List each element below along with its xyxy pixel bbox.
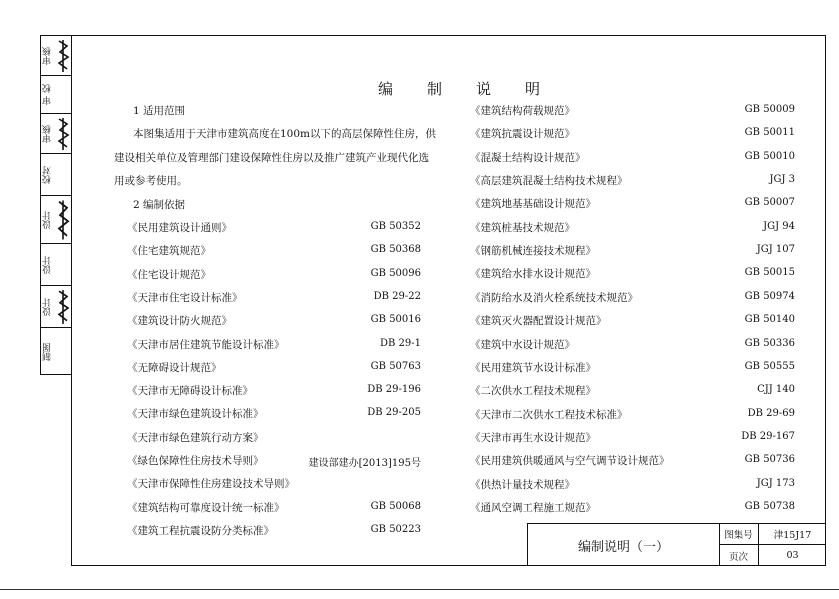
page-title [378,78,574,99]
reference-name: 《建筑桩基技术规范》 [470,221,575,234]
reference-name: 《天津市居住建筑节能设计标准》 [127,338,285,351]
title-char: 明 [525,80,541,98]
reference-name: 《建筑抗震设计规范》 [470,128,575,141]
sidebar-role-label: 设计 [43,256,53,274]
section-1-line: 本图集适用于天津市建筑高度在100m以下的高层保障性住房，供 [133,128,436,140]
reference-code: JGJ 107 [756,244,795,256]
sidebar-role-label: 制图 [43,343,53,361]
reference-name: 《无障碍设计规范》 [127,361,222,374]
reference-name: 《天津市二次供水工程技术标准》 [470,408,628,421]
sidebar-cell [41,244,71,286]
reference-code: GB 50009 [744,104,795,115]
reference-name: 《建筑中水设计规范》 [470,338,575,351]
reference-name: 《建筑给水排水设计规范》 [470,268,596,281]
reference-name: 《天津市绿色建筑行动方案》 [127,431,264,444]
title-char: 制 [427,80,443,98]
section-2-heading: 2 编制依据 [133,199,186,211]
reference-code: GB 50011 [744,127,795,139]
reference-name: 《住宅建筑规范》 [127,245,211,258]
signature-strip [40,35,71,375]
reference-name: 《二次供水工程技术规程》 [470,385,596,398]
reference-code: GB 50068 [370,500,421,512]
reference-code: GB 50096 [370,267,421,279]
reference-name: 《绿色保障性住房技术导则》 [127,455,264,467]
reference-name: 《建筑灭火器配置设计规范》 [470,315,607,328]
atlas-number-label: 图集号 [719,524,759,545]
section-1-heading: 1 适用范围 [133,105,186,117]
reference-code: GB 50016 [370,314,421,326]
sidebar-cell [41,154,71,196]
reference-code: GB 50336 [744,337,795,349]
reference-code: GB 50736 [744,454,795,466]
reference-code: GB 50738 [744,500,795,512]
reference-name: 《天津市保障性住房建设技术导则》 [127,478,295,491]
page-number-value: 03 [786,550,799,561]
reference-name: 《消防给水及消火栓系统技术规范》 [470,291,638,304]
reference-name: 《建筑结构可靠度设计统一标准》 [127,501,285,514]
reference-code: DB 29-167 [741,430,795,442]
handwritten-signature [56,198,70,242]
reference-name: 《建筑设计防火规范》 [127,315,232,328]
reference-name: 《民用建筑供暖通风与空气调节设计规范》 [470,455,670,468]
section-1-line: 建设相关单位及管理部门建设保障性住房以及推广建筑产业现代化选 [114,152,429,164]
reference-code: DB 29-205 [367,407,421,419]
reference-name: 《天津市无障碍设计标准》 [127,385,253,398]
reference-code: JGJ 94 [763,220,795,232]
title-char: 编 [378,80,394,98]
reference-code: JGJ 173 [756,477,795,489]
reference-code: GB 50763 [370,360,421,372]
sidebar-cell [41,114,71,154]
reference-code: 建设部建办[2013]195号 [308,458,421,469]
reference-code: GB 50974 [744,290,795,302]
reference-code: JGJ 3 [769,174,795,186]
sidebar-role-label: 设计 [43,298,53,316]
sidebar-cell [41,76,71,114]
reference-code: GB 50555 [744,360,795,372]
atlas-number-value: 津15J17 [759,524,826,545]
sidebar-cell [41,36,71,76]
reference-name: 《天津市住宅设计标准》 [127,291,243,304]
sidebar-role-label: 校对 [43,166,53,184]
reference-code: GB 50223 [370,523,421,535]
section-1-line: 用或参考使用。 [114,175,188,187]
sidebar-role-label: 审核 [43,125,53,143]
reference-code: DB 29-22 [373,290,421,302]
bottom-rule [0,589,839,590]
reference-name: 《建筑地基基础设计规范》 [470,198,596,211]
reference-code: CJJ 140 [757,384,795,396]
reference-name: 《钢筋机械连接技术规程》 [470,245,596,258]
reference-code: GB 50015 [744,267,795,279]
reference-name: 《民用建筑设计通则》 [127,222,232,234]
reference-name: 《天津市绿色建筑设计标准》 [127,408,264,421]
page-number-label: 页次 [719,545,759,566]
handwritten-signature [56,288,70,326]
reference-name: 《通风空调工程施工规范》 [470,501,596,514]
reference-name: 《高层建筑混凝土结构技术规程》 [470,175,628,188]
reference-name: 《供热计量技术规程》 [470,478,575,491]
reference-code: DB 29-1 [379,337,421,349]
reference-code: GB 50140 [744,314,795,326]
reference-code: GB 50010 [744,150,795,162]
sidebar-role-label: 审 校 [43,84,53,106]
sidebar-role-label: 审核 [43,47,53,65]
reference-name: 《混凝土结构设计规范》 [470,151,586,164]
reference-code: DB 29-196 [367,384,421,396]
sidebar-role-label: 设计 [43,211,53,229]
sidebar-cell [41,196,71,244]
drawing-name: 编制说明（一） [528,524,720,566]
reference-name: 《住宅设计规范》 [127,268,211,281]
reference-name: 《天津市再生水设计规范》 [470,431,596,444]
reference-code: DB 29-69 [747,407,795,419]
sidebar-cell [41,286,71,328]
reference-name: 《民用建筑节水设计标准》 [470,361,596,374]
title-char: 说 [476,80,492,98]
reference-code: GB 50007 [744,197,795,209]
reference-name: 《建筑结构荷载规范》 [470,105,575,117]
handwritten-signature [56,38,70,74]
reference-code: GB 50368 [370,244,421,256]
title-block [527,523,826,566]
sidebar-cell [41,328,71,376]
reference-code: GB 50352 [370,221,421,232]
reference-name: 《建筑工程抗震设防分类标准》 [127,524,274,537]
handwritten-signature [56,116,70,152]
